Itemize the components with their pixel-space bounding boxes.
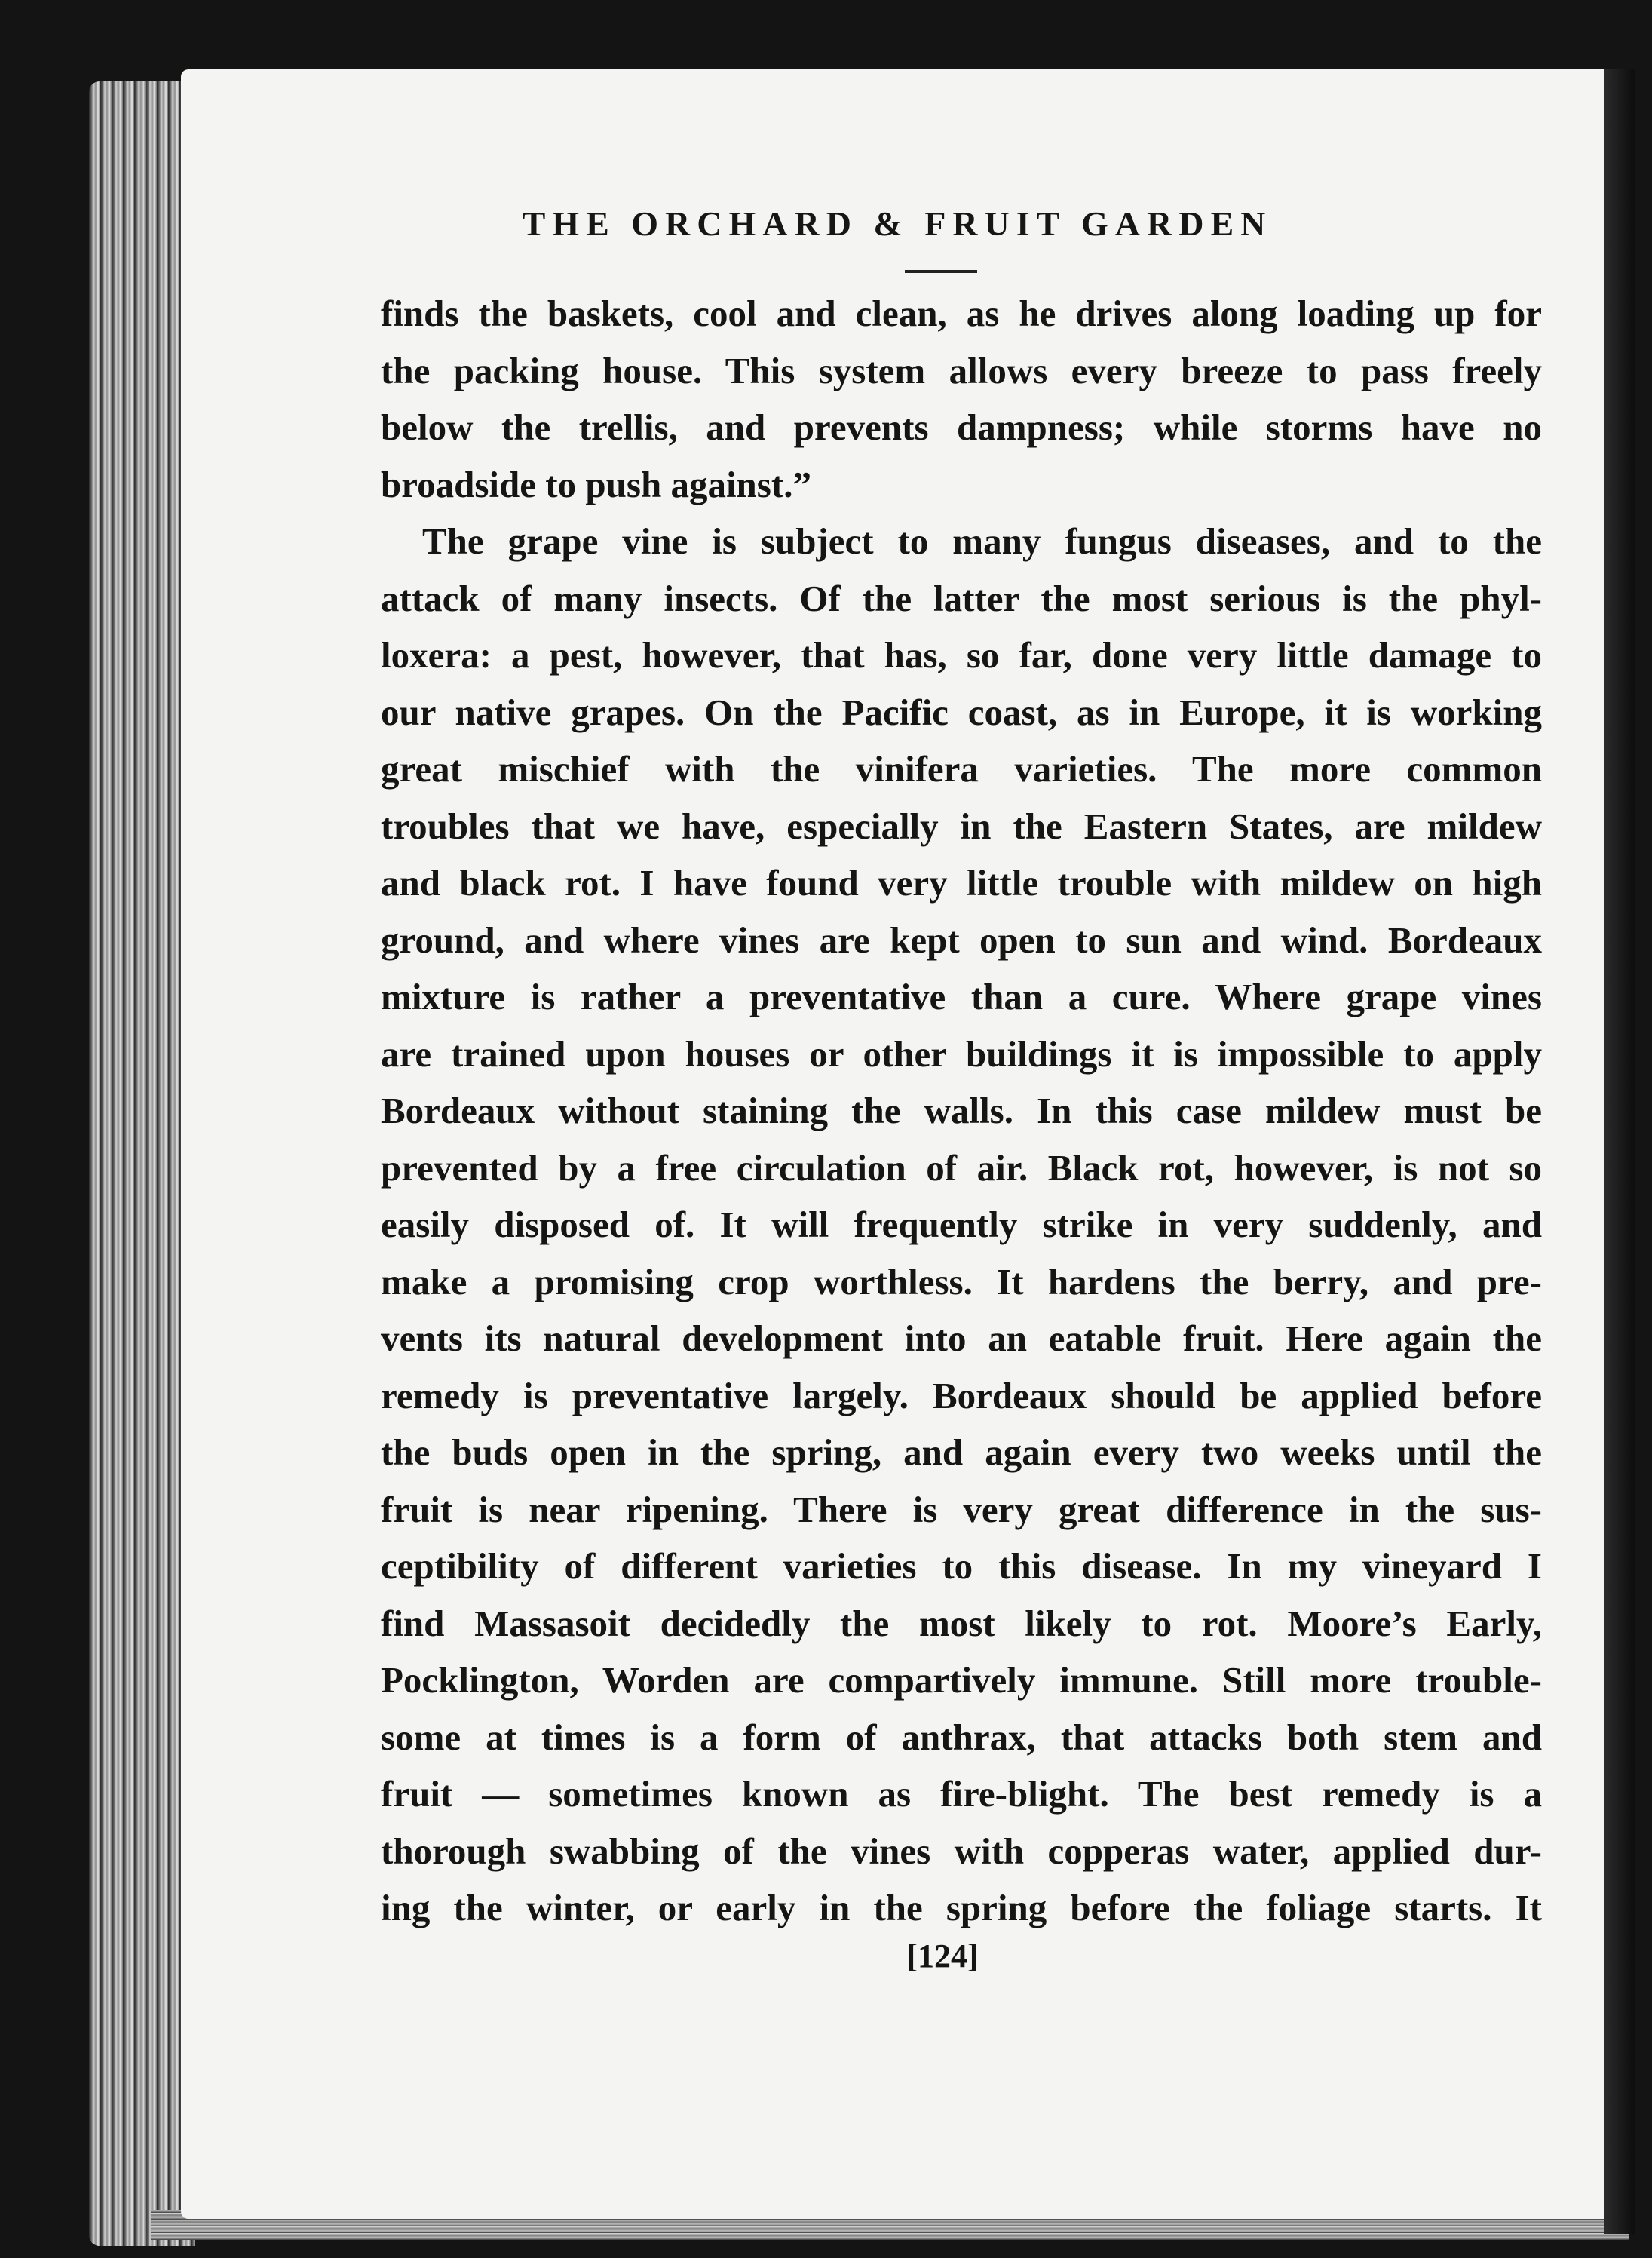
text-line: are trained upon houses or other buildings it is impossible to apply: [381, 1032, 1542, 1075]
text-line: fruit — sometimes known as fire-blight. The best remedy is a: [381, 1773, 1542, 1815]
text-line: loxera: a pest, however, that has, so far, done very little damage to: [381, 634, 1542, 676]
text-line: some at times is a form of anthrax, that attacks both stem and: [381, 1716, 1542, 1758]
text-line: easily disposed of. It will frequently strike in very suddenly, and: [381, 1204, 1542, 1245]
text-line: Bordeaux without staining the walls. In this case mildew must be: [381, 1090, 1542, 1131]
text-line: thorough swabbing of the vines with copperas water, applied dur-: [381, 1830, 1542, 1872]
book-page-edges: [89, 81, 195, 2246]
text-line: finds the baskets, cool and clean, as he drives along loading up for: [381, 293, 1542, 334]
page-number: [124]: [906, 1937, 979, 1974]
text-line: fruit is near ripening. There is very great difference in the sus-: [381, 1488, 1542, 1530]
text-line: the packing house. This system allows every breeze to pass freely: [381, 349, 1542, 391]
text-line: broadside to push against.”: [381, 463, 811, 505]
text-line: and black rot. I have found very little trouble with mildew on high: [381, 862, 1542, 904]
text-line: prevented by a free circulation of air. Black rot, however, is not so: [381, 1146, 1542, 1189]
text-line: ing the winter, or early in the spring before the foliage starts. It: [381, 1887, 1542, 1928]
head-rule: [905, 270, 977, 273]
text-line: The grape vine is subject to many fungus diseases, and to the: [422, 520, 1542, 562]
text-line: ground, and where vines are kept open to sun and wind. Bordeaux: [381, 919, 1542, 961]
text-line: below the trellis, and prevents dampness; while storms have no: [381, 407, 1542, 448]
text-line: find Massasoit decidedly the most likely to rot. Moore’s Early,: [381, 1602, 1542, 1644]
text-line: mixture is rather a preventative than a cure. Where grape vines: [381, 976, 1542, 1017]
text-line: Pocklington, Worden are compartively immune. Still more trouble-: [381, 1659, 1542, 1701]
text-line: ceptibility of different varieties to this disease. In my vineyard I: [381, 1545, 1542, 1587]
text-line: troubles that we have, especially in the Eastern States, are mildew: [381, 805, 1542, 847]
text-line: great mischief with the vinifera varieties. The more common: [381, 748, 1542, 790]
text-line: make a promising crop worthless. It hardens the berry, and pre-: [381, 1260, 1542, 1302]
gutter-shadow: [1604, 69, 1635, 2234]
text-line: remedy is preventative largely. Bordeaux should be applied before: [381, 1374, 1542, 1416]
text-line: the buds open in the spring, and again every two weeks until the: [381, 1431, 1542, 1473]
running-head: THE ORCHARD & FRUIT GARDEN: [522, 204, 1273, 243]
text-line: our native grapes. On the Pacific coast, as in Europe, it is working: [381, 691, 1542, 733]
text-line: attack of many insects. Of the latter the most serious is the phyl-: [381, 577, 1542, 619]
body-text: [381, 285, 1542, 1937]
text-line: vents its natural development into an eatable fruit. Here again the: [381, 1318, 1542, 1359]
